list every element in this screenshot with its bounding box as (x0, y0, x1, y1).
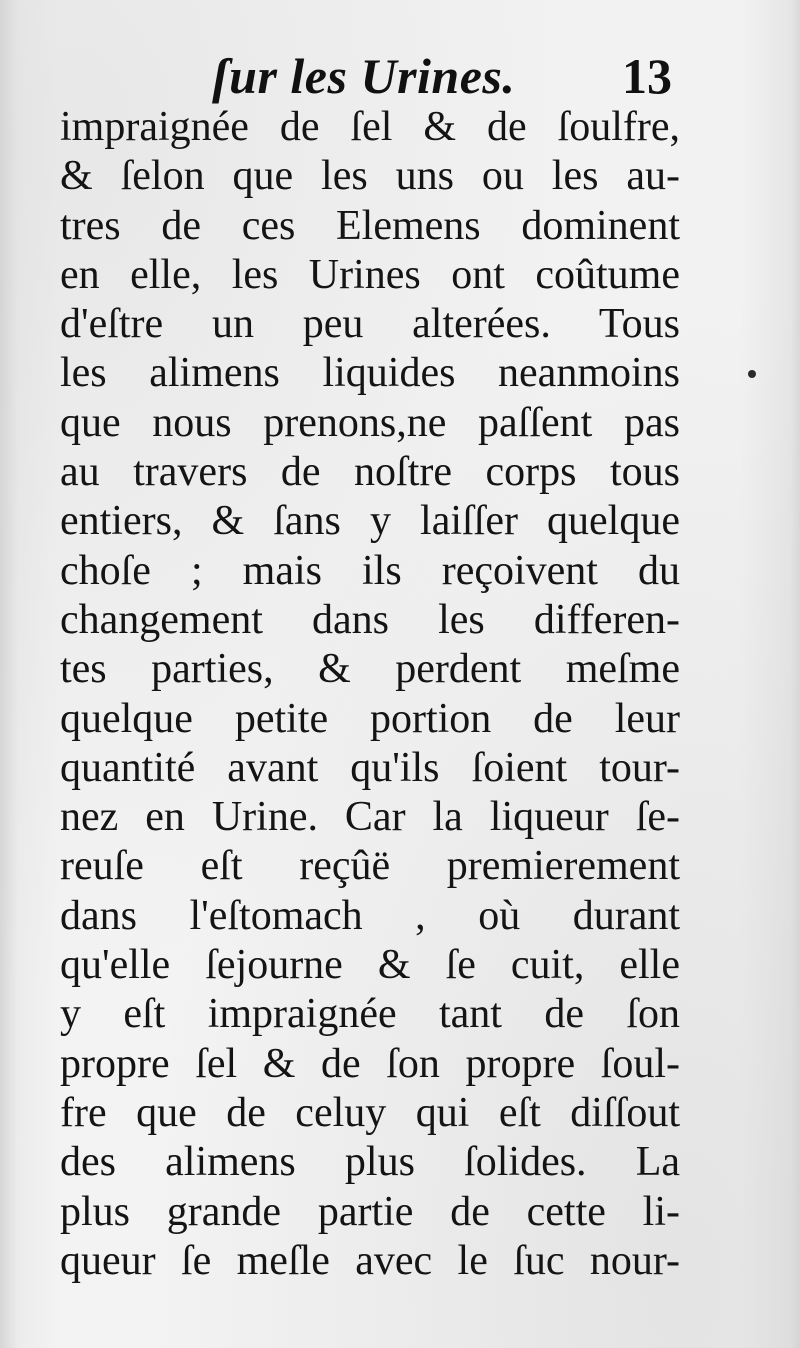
text-line: queur ſe meſle avec le ſuc nour- (60, 1237, 680, 1284)
text-line: choſe ; mais ils reçoivent du (60, 547, 680, 594)
text-line: en elle, les Urines ont coûtume (60, 251, 680, 298)
text-line: plus grande partie de cette li- (60, 1188, 680, 1235)
page-number: 13 (622, 48, 672, 104)
text-line: & ſelon que les uns ou les au- (60, 153, 680, 200)
text-line: fre que de celuy qui eſt diſſout (60, 1089, 680, 1136)
text-line: quelque petite portion de leur (60, 695, 680, 742)
text-line: qu'elle ſejourne & ſe cuit, elle (60, 942, 680, 989)
text-line: tres de ces Elemens dominent (60, 202, 680, 249)
page-header (0, 38, 800, 108)
text-line: propre ſel & de ſon propre ſoul- (60, 1040, 680, 1087)
text-line: tes parties, & perdent meſme (60, 646, 680, 693)
text-line: des alimens plus ſolides. La (60, 1139, 680, 1186)
text-line: y eſt impraignée tant de ſon (60, 991, 680, 1038)
text-line: impraignée de ſel & de ſoulfre, (60, 104, 680, 150)
text-line: les alimens liquides neanmoins (60, 350, 680, 397)
text-line: changement dans les differen- (60, 596, 680, 643)
text-line: quantité avant qu'ils ſoient tour- (60, 744, 680, 791)
text-line: reuſe eſt reçûë premierement (60, 843, 680, 890)
text-line: dans l'eſtomach , où durant (60, 892, 680, 939)
running-head: ſur les Urines. (212, 48, 516, 104)
ink-speck (748, 370, 756, 378)
text-line: nez en Urine. Car la liqueur ſe- (60, 794, 680, 841)
text-line: entiers, & ſans y laiſſer quelque (60, 498, 680, 545)
text-line: d'eſtre un peu alterées. Tous (60, 301, 680, 348)
text-line: au travers de noſtre corps tous (60, 449, 680, 496)
text-line: que nous prenons,ne paſſent pas (60, 399, 680, 446)
body-text (60, 103, 680, 1286)
